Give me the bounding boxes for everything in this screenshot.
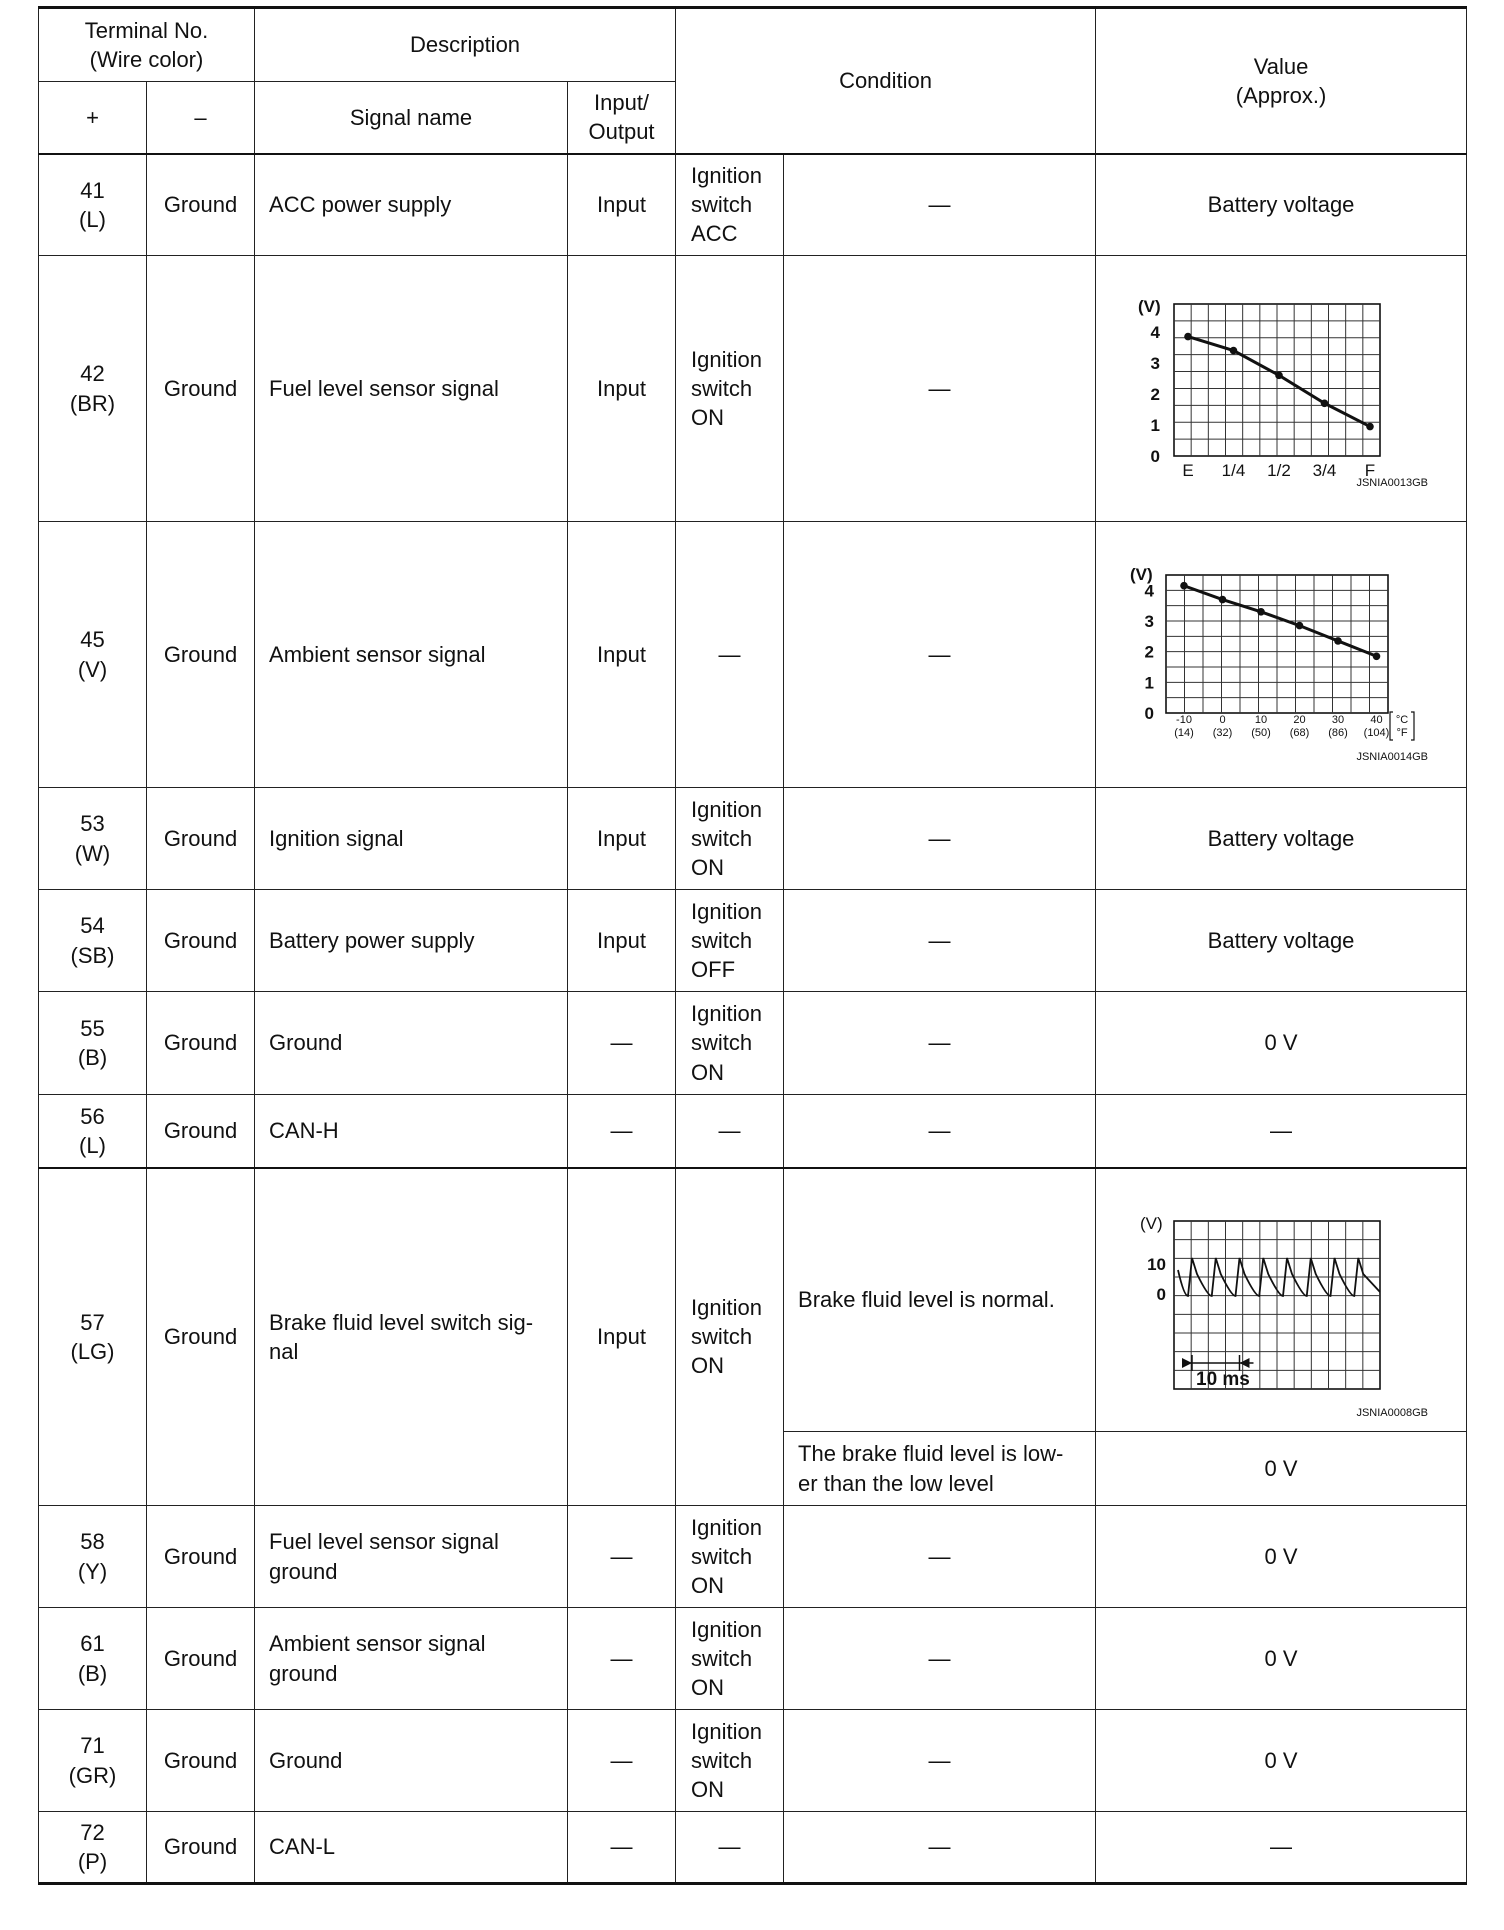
condition-cell: The brake fluid level is low- er than the low level (784, 1432, 1096, 1506)
data-point (1275, 372, 1283, 380)
fuel-level-graph (1096, 256, 1467, 522)
io-cell: Input (568, 256, 676, 522)
signal-name-cell: Ground (255, 1710, 568, 1812)
period-label: 10 ms (1196, 1368, 1250, 1390)
x-tick-label: 0 (1219, 714, 1226, 726)
x-unit-fahrenheit: °F (1396, 727, 1408, 739)
x-tick-label-f: (104) (1363, 727, 1390, 739)
io-cell: — (568, 992, 676, 1095)
value-cell: 0 V (1096, 1608, 1467, 1710)
table-row (39, 1095, 1467, 1168)
header-signal-name: Signal name (255, 82, 568, 154)
x-tick-label: 20 (1293, 714, 1306, 726)
period-arrowhead-left (1182, 1358, 1192, 1368)
terminal-cell: 42 (BR) (39, 256, 147, 522)
value-cell: Battery voltage (1096, 154, 1467, 256)
signal-name-cell: Ambient sensor signal ground (255, 1608, 568, 1710)
y-tick-label: 0 (1156, 1284, 1167, 1304)
table-row (39, 1608, 1467, 1710)
terminal-cell: 56 (L) (39, 1095, 147, 1168)
ground-cell: Ground (147, 154, 255, 256)
value-cell: 0 V (1096, 992, 1467, 1095)
terminal-cell: 55 (B) (39, 992, 147, 1095)
x-unit-celsius: °C (1395, 714, 1409, 726)
signal-name-cell: Ambient sensor signal (255, 522, 568, 788)
table-row (39, 788, 1467, 890)
header-terminal-no: Terminal No. (Wire color) (39, 8, 255, 82)
condition-cell: — (784, 1710, 1096, 1812)
graph-code: JSNIA0013GB (1356, 477, 1429, 489)
condition-cell: — (784, 1506, 1096, 1608)
switch-cell: — (676, 522, 784, 788)
value-cell: Battery voltage (1096, 890, 1467, 992)
data-point (1296, 622, 1304, 630)
y-tick-label: 1 (1150, 415, 1161, 435)
ground-cell: Ground (147, 1710, 255, 1812)
header-minus: – (147, 82, 255, 154)
ground-cell: Ground (147, 1506, 255, 1608)
x-tick-label-f: (32) (1212, 727, 1233, 739)
signal-name-cell: CAN-H (255, 1095, 568, 1168)
signal-name-cell: ACC power supply (255, 154, 568, 256)
condition-cell: — (784, 788, 1096, 890)
y-tick-label: 10 (1147, 1254, 1167, 1274)
value-cell (1096, 1168, 1467, 1432)
switch-cell: Ignition switch ACC (676, 154, 784, 256)
graph-ylabel: (V) (1130, 565, 1153, 584)
table-row (39, 1812, 1467, 1884)
terminal-cell: 45 (V) (39, 522, 147, 788)
io-cell: — (568, 1608, 676, 1710)
table-row (39, 890, 1467, 992)
y-tick-label: 2 (1150, 384, 1161, 404)
terminal-cell: 61 (B) (39, 1608, 147, 1710)
io-cell: — (568, 1506, 676, 1608)
terminal-cell: 58 (Y) (39, 1506, 147, 1608)
terminal-cell: 57 (LG) (39, 1168, 147, 1506)
data-point (1219, 596, 1227, 604)
condition-cell: — (784, 1812, 1096, 1884)
data-point (1184, 333, 1192, 341)
table-row (39, 256, 1467, 522)
signal-name-cell: Fuel level sensor signal (255, 256, 568, 522)
x-tick-label: E (1182, 461, 1194, 480)
io-cell: — (568, 1812, 676, 1884)
table-row (39, 992, 1467, 1095)
ground-cell: Ground (147, 1608, 255, 1710)
data-point (1321, 399, 1329, 407)
condition-cell: — (784, 154, 1096, 256)
io-cell: Input (568, 890, 676, 992)
table-row (39, 154, 1467, 256)
condition-cell: — (784, 1095, 1096, 1168)
y-tick-label: 1 (1144, 673, 1155, 693)
data-point (1366, 423, 1374, 431)
switch-cell: — (676, 1812, 784, 1884)
value-cell: — (1096, 1812, 1467, 1884)
x-tick-label-f: (86) (1328, 727, 1348, 739)
graph-ylabel: (V) (1140, 1213, 1163, 1233)
ambient-sensor-graph (1096, 522, 1467, 788)
header-description: Description (255, 8, 676, 82)
graph-ylabel: (V) (1138, 297, 1161, 316)
condition-cell: — (784, 1608, 1096, 1710)
terminal-cell: 54 (SB) (39, 890, 147, 992)
io-cell: — (568, 1095, 676, 1168)
value-cell: 0 V (1096, 1432, 1467, 1506)
data-point (1373, 652, 1381, 660)
brake-fluid-pulse-graph (1096, 1169, 1467, 1433)
signal-name-cell: Ignition signal (255, 788, 568, 890)
signal-name-cell: Ground (255, 992, 568, 1095)
y-tick-label: 4 (1150, 322, 1161, 342)
table-row (39, 1506, 1467, 1608)
signal-name-cell: Battery power supply (255, 890, 568, 992)
header-value: Value (Approx.) (1096, 8, 1467, 154)
switch-cell: — (676, 1095, 784, 1168)
x-tick-label-f: (68) (1289, 727, 1310, 739)
switch-cell: Ignition switch ON (676, 1710, 784, 1812)
header-plus: + (39, 82, 147, 154)
unit-bracket-right (1411, 712, 1414, 740)
x-tick-label-f: (50) (1251, 727, 1271, 739)
signal-name-cell: CAN-L (255, 1812, 568, 1884)
value-cell: 0 V (1096, 1710, 1467, 1812)
io-cell: Input (568, 154, 676, 256)
header-condition: Condition (676, 8, 1096, 154)
signal-name-cell: Fuel level sensor signal ground (255, 1506, 568, 1608)
x-tick-label: F (1364, 461, 1376, 480)
x-tick-label: 1/2 (1267, 461, 1291, 480)
ground-cell: Ground (147, 788, 255, 890)
ground-cell: Ground (147, 890, 255, 992)
ground-cell: Ground (147, 1095, 255, 1168)
switch-cell: Ignition switch ON (676, 1168, 784, 1506)
y-tick-label: 3 (1144, 612, 1155, 631)
condition-cell: Brake fluid level is normal. (784, 1168, 1096, 1432)
header-input-output: Input/ Output (568, 82, 676, 154)
ground-cell: Ground (147, 522, 255, 788)
data-point (1230, 347, 1238, 355)
condition-cell: — (784, 890, 1096, 992)
graph-code: JSNIA0008GB (1356, 1406, 1429, 1419)
y-tick-label: 3 (1150, 353, 1161, 373)
terminal-cell: 53 (W) (39, 788, 147, 890)
graph-code: JSNIA0014GB (1356, 751, 1429, 763)
switch-cell: Ignition switch OFF (676, 890, 784, 992)
switch-cell: Ignition switch ON (676, 256, 784, 522)
y-tick-label: 2 (1144, 642, 1155, 662)
x-tick-label: 3/4 (1312, 461, 1337, 480)
value-cell (1096, 522, 1467, 788)
terminal-cell: 41 (L) (39, 154, 147, 256)
switch-cell: Ignition switch ON (676, 1506, 784, 1608)
condition-cell: — (784, 256, 1096, 522)
terminal-cell: 72 (P) (39, 1812, 147, 1884)
x-tick-label: 30 (1331, 714, 1345, 726)
unit-bracket-left (1390, 712, 1393, 740)
signal-name-cell: Brake fluid level switch sig- nal (255, 1168, 568, 1506)
terminal-table (38, 6, 1467, 1885)
condition-cell: — (784, 992, 1096, 1095)
y-tick-label: 4 (1144, 581, 1155, 601)
terminal-cell: 71 (GR) (39, 1710, 147, 1812)
io-cell: Input (568, 1168, 676, 1506)
value-cell (1096, 256, 1467, 522)
data-point (1334, 637, 1342, 645)
condition-cell: — (784, 522, 1096, 788)
io-cell: Input (568, 522, 676, 788)
x-tick-label: -10 (1176, 714, 1192, 726)
ground-cell: Ground (147, 1812, 255, 1884)
y-tick-label: 0 (1150, 447, 1161, 466)
switch-cell: Ignition switch ON (676, 1608, 784, 1710)
io-cell: Input (568, 788, 676, 890)
ground-cell: Ground (147, 992, 255, 1095)
value-cell: Battery voltage (1096, 788, 1467, 890)
ground-cell: Ground (147, 1168, 255, 1506)
switch-cell: Ignition switch ON (676, 992, 784, 1095)
x-tick-label: 1/4 (1221, 461, 1246, 480)
y-tick-label: 0 (1144, 704, 1155, 723)
period-arrowhead-right (1240, 1358, 1250, 1368)
table-row (39, 1710, 1467, 1812)
x-tick-label: 40 (1370, 714, 1383, 726)
x-tick-label-f: (14) (1174, 727, 1194, 739)
ground-cell: Ground (147, 256, 255, 522)
x-tick-label: 10 (1254, 714, 1268, 726)
fuel-level-series-line (1188, 337, 1370, 427)
value-cell: — (1096, 1095, 1467, 1168)
table-row (39, 522, 1467, 788)
data-point (1180, 582, 1188, 590)
io-cell: — (568, 1710, 676, 1812)
data-point (1257, 608, 1265, 616)
value-cell: 0 V (1096, 1506, 1467, 1608)
switch-cell: Ignition switch ON (676, 788, 784, 890)
table-row (39, 1168, 1467, 1432)
